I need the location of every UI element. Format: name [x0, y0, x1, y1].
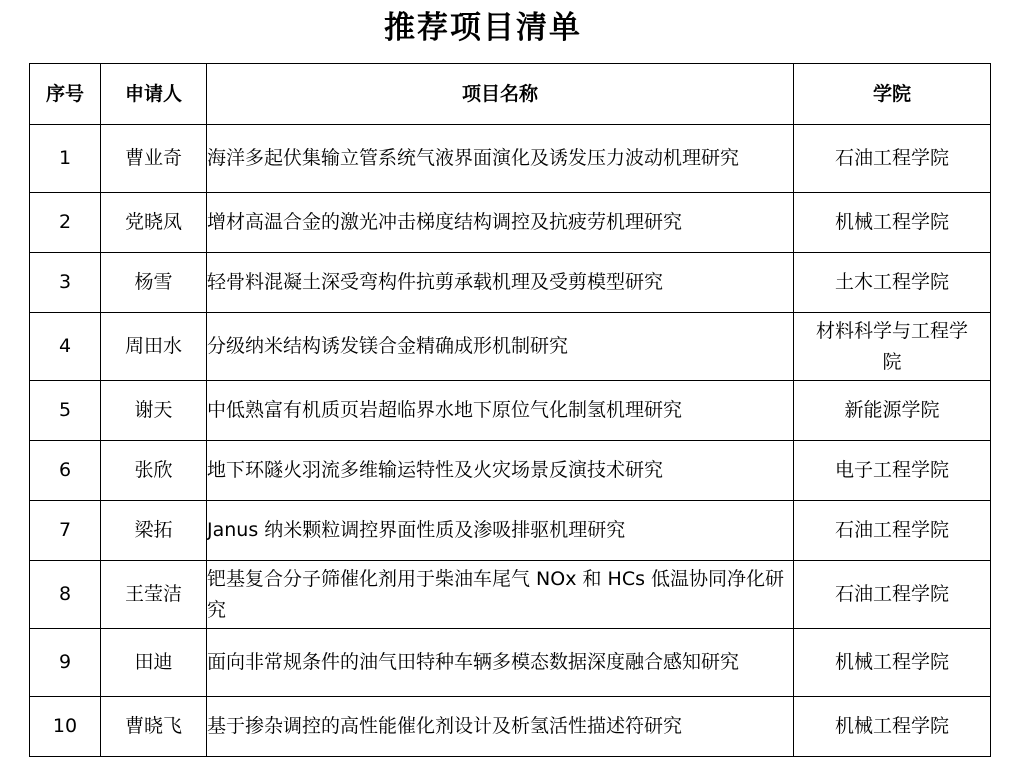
row-school-text: 石油工程学院: [834, 519, 949, 541]
table-row: [30, 193, 991, 253]
row-index: 1: [30, 125, 101, 193]
row-school-text: 电子工程学院: [834, 459, 949, 481]
row-project-name: Janus 纳米颗粒调控界面性质及渗吸排驱机理研究: [207, 501, 794, 561]
row-school: [794, 501, 991, 561]
row-project-name: 中低熟富有机质页岩超临界水地下原位气化制氢机理研究: [207, 381, 794, 441]
row-project-name: 轻骨料混凝土深受弯构件抗剪承载机理及受剪模型研究: [207, 253, 794, 313]
row-applicant: 谢天: [101, 381, 207, 441]
row-index: 6: [30, 441, 101, 501]
table-row: [30, 381, 991, 441]
row-project-name: 钯基复合分子筛催化剂用于柴油车尾气 NOx 和 HCs 低温协同净化研究: [207, 561, 794, 629]
row-index: 9: [30, 629, 101, 697]
row-project-name: 增材高温合金的激光冲击梯度结构调控及抗疲劳机理研究: [207, 193, 794, 253]
row-school: [794, 561, 991, 629]
header-index: 序号: [30, 64, 101, 125]
row-index: 8: [30, 561, 101, 629]
table-row: [30, 561, 991, 629]
table-row: [30, 125, 991, 193]
header-applicant: 申请人: [101, 64, 207, 125]
row-project-name: 分级纳米结构诱发镁合金精确成形机制研究: [207, 313, 794, 381]
row-project-name: 基于掺杂调控的高性能催化剂设计及析氢活性描述符研究: [207, 697, 794, 757]
row-index: 7: [30, 501, 101, 561]
row-project-name: 地下环隧火羽流多维输运特性及火灾场景反演技术研究: [207, 441, 794, 501]
table-row: [30, 253, 991, 313]
row-school: [794, 253, 991, 313]
table-row: [30, 441, 991, 501]
row-school-text: 石油工程学院: [834, 147, 949, 169]
row-school-text: 石油工程学院: [834, 583, 949, 605]
row-applicant: 张欣: [101, 441, 207, 501]
row-applicant: 曹晓飞: [101, 697, 207, 757]
row-school-text: 新能源学院: [844, 399, 940, 421]
table-row: [30, 501, 991, 561]
row-school-text: 材料科学与工程学院: [815, 319, 968, 373]
project-table: [29, 63, 991, 757]
row-school: [794, 441, 991, 501]
row-school: [794, 381, 991, 441]
header-project-name: 项目名称: [207, 64, 794, 125]
row-applicant: 梁拓: [101, 501, 207, 561]
row-applicant: 杨雪: [101, 253, 207, 313]
row-school-text: 土木工程学院: [834, 271, 949, 293]
row-school-text: 机械工程学院: [834, 651, 949, 673]
table-header-row: [30, 64, 991, 125]
row-school: [794, 193, 991, 253]
row-school: [794, 125, 991, 193]
row-school: [794, 629, 991, 697]
row-school: [794, 697, 991, 757]
row-school-text: 机械工程学院: [834, 211, 949, 233]
row-project-name: 海洋多起伏集输立管系统气液界面演化及诱发压力波动机理研究: [207, 125, 794, 193]
table-row: [30, 697, 991, 757]
row-applicant: 王莹洁: [101, 561, 207, 629]
table-row: [30, 629, 991, 697]
header-school: 学院: [794, 64, 991, 125]
row-project-name: 面向非常规条件的油气田特种车辆多模态数据深度融合感知研究: [207, 629, 794, 697]
table-row: [30, 313, 991, 381]
row-applicant: 田迪: [101, 629, 207, 697]
row-school: [794, 313, 991, 381]
row-applicant: 周田水: [101, 313, 207, 381]
row-index: 4: [30, 313, 101, 381]
row-applicant: 曹业奇: [101, 125, 207, 193]
row-index: 2: [30, 193, 101, 253]
row-applicant: 党晓凤: [101, 193, 207, 253]
page-title: 推荐项目清单: [384, 10, 582, 46]
row-index: 3: [30, 253, 101, 313]
row-school-text: 机械工程学院: [834, 715, 949, 737]
row-index: 10: [30, 697, 101, 757]
row-index: 5: [30, 381, 101, 441]
